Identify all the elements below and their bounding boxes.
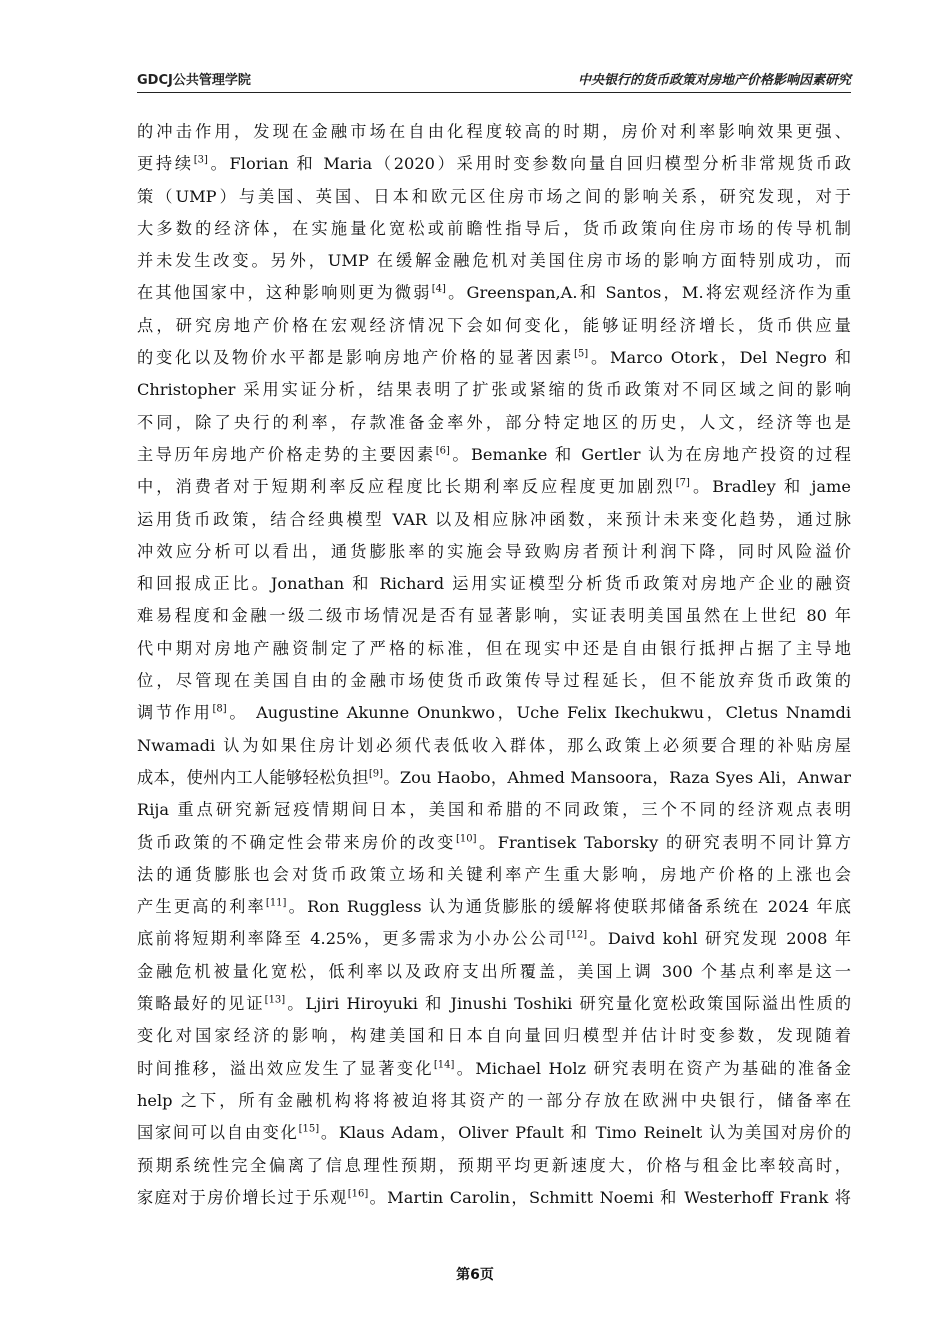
line-text: 并未发生改变。另外，UMP 在缓解金融危机对美国住房市场的影响方面特别成功，而 bbox=[137, 251, 851, 271]
text-line bbox=[137, 407, 851, 439]
text-line bbox=[137, 988, 851, 1020]
line-text-continued: 。Florian 和 Maria（2020）采用时变参数向量自回归模型分析非常规货币政 bbox=[207, 154, 851, 174]
line-text: 的冲击作用，发现在金融市场在自由化程度较高的时期，房价对利率影响效果更强、 bbox=[137, 122, 851, 141]
text-line bbox=[137, 956, 851, 988]
text-line bbox=[137, 213, 851, 245]
citation-ref: [15] bbox=[298, 1123, 320, 1135]
line-text: 货币政策的不确定性会带来房价的改变 bbox=[137, 832, 456, 852]
line-text-continued: 。Daivd kohl 研究发现 2008 年 bbox=[587, 929, 851, 949]
text-line bbox=[137, 697, 851, 729]
line-text-continued: 。Klaus Adam，Oliver Pfault 和 Timo Reinelt 认为美国对房价的 bbox=[319, 1123, 851, 1143]
line-text-continued: 。Bemanke 和 Gertler 认为在房地产投资的过程 bbox=[449, 444, 851, 464]
text-line bbox=[137, 1150, 851, 1182]
text-line bbox=[137, 923, 851, 955]
line-text: Nwamadi 认为如果住房计划必须代表低收入群体，那么政策上必须要合理的补贴房屋 bbox=[137, 735, 851, 755]
text-line bbox=[137, 730, 851, 762]
line-text: 家庭对于房价增长过于乐观 bbox=[137, 1187, 348, 1207]
text-line bbox=[137, 1182, 851, 1214]
citation-ref: [11] bbox=[265, 897, 287, 909]
line-text-continued: 。Martin Carolin，Schmitt Noemi 和 Westerhoff Frank 将 bbox=[368, 1187, 851, 1207]
line-text: 更持续 bbox=[137, 154, 194, 174]
line-text: 变化对国家经济的影响，构建美国和日本自向量回归模型并估计时变参数，发现随着 bbox=[137, 1026, 851, 1046]
text-line bbox=[137, 794, 851, 826]
citation-ref: [14] bbox=[433, 1059, 455, 1071]
text-line bbox=[137, 471, 851, 503]
line-text: Christopher 采用实证分析，结果表明了扩张或紧缩的货币政策对不同区域之间的影响 bbox=[137, 380, 851, 400]
citation-ref: [7] bbox=[675, 477, 690, 489]
line-text-continued: 。Ron Ruggless 认为通货膨胀的缓解将使联邦储备系统在 2024 年底 bbox=[286, 897, 851, 917]
text-line bbox=[137, 859, 851, 891]
line-text: 调节作用 bbox=[137, 703, 213, 723]
header-institution: GDCJ公共管理学院 bbox=[137, 73, 251, 88]
line-text: 底前将短期利率降至 4.25%，更多需求为小办公公司 bbox=[137, 929, 567, 949]
line-text: 法的通货膨胀也会对货币政策立场和关键利率产生重大影响，房地产价格的上涨也会 bbox=[137, 864, 851, 884]
text-line bbox=[137, 762, 851, 794]
line-text: 成本，使州内工人能够轻松负担 bbox=[137, 767, 369, 787]
line-text: 运用货币政策，结合经典模型 VAR 以及相应脉冲函数，来预计未来变化趋势，通过脉 bbox=[137, 509, 851, 529]
line-text-continued: 。Frantisek Taborsky 的研究表明不同计算方 bbox=[476, 832, 851, 852]
header-paper-title: 中央银行的货币政策对房地产价格影响因素研究 bbox=[577, 73, 851, 88]
text-line bbox=[137, 568, 851, 600]
text-line bbox=[137, 374, 851, 406]
line-text: 位，尽管现在美国自由的金融市场使货币政策传导过程延长，但不能放弃货币政策的 bbox=[137, 671, 851, 691]
text-line bbox=[137, 148, 851, 180]
line-text: 中，消费者对于短期利率反应程度比长期利率反应程度更加剧烈 bbox=[137, 477, 676, 497]
text-line bbox=[137, 827, 851, 859]
line-text-continued: 。Marco Otork，Del Negro 和 bbox=[588, 348, 851, 368]
text-line bbox=[137, 600, 851, 632]
citation-ref: [13] bbox=[264, 994, 286, 1006]
line-text: 策略最好的见证 bbox=[137, 994, 265, 1014]
text-line bbox=[137, 116, 851, 148]
citation-ref: [3] bbox=[193, 154, 208, 166]
line-text: Rija 重点研究新冠疫情期间日本，美国和希腊的不同政策，三个不同的经济观点表明 bbox=[137, 800, 851, 820]
line-text-continued: 。Zou Haobo，Ahmed Mansoora，Raza Syes Ali，Anwar bbox=[383, 767, 851, 787]
line-text: 不同，除了央行的利率，存款准备金率外，部分特定地区的历史，人文，经济等也是 bbox=[137, 412, 851, 432]
citation-ref: [16] bbox=[347, 1188, 369, 1200]
line-text: 和回报成正比。Jonathan 和 Richard 运用实证模型分析货币政策对房地产企业的融资 bbox=[137, 574, 851, 594]
text-line bbox=[137, 277, 851, 309]
line-text: 预期系统性完全偏离了信息理性预期，预期平均更新速度大，价格与租金比率较高时， bbox=[137, 1155, 851, 1175]
page-number: 第6页 bbox=[456, 1267, 494, 1283]
text-line bbox=[137, 665, 851, 697]
line-text-continued: 。 Augustine Akunne Onunkwo，Uche Felix Ikechukwu，Cletus Nnamdi bbox=[226, 703, 851, 723]
line-text: 国家间可以自由变化 bbox=[137, 1123, 299, 1143]
citation-ref: [8] bbox=[212, 703, 227, 715]
text-line bbox=[137, 1053, 851, 1085]
citation-ref: [4] bbox=[431, 284, 446, 296]
line-text: 代中期对房地产融资制定了严格的标准，但在现实中还是自由银行抵押占据了主导地 bbox=[137, 638, 851, 658]
citation-ref: [6] bbox=[435, 445, 450, 457]
line-text-continued: 。Bradley 和 jame bbox=[689, 477, 851, 497]
line-text: 主导历年房地产价格走势的主要因素 bbox=[137, 444, 436, 464]
citation-ref: [9] bbox=[368, 768, 383, 780]
text-line bbox=[137, 1020, 851, 1052]
line-text: 难易程度和金融一级二级市场情况是否有显著影响，实证表明美国虽然在上世纪 80 年 bbox=[137, 606, 851, 626]
text-line bbox=[137, 181, 851, 213]
line-text: 产生更高的利率 bbox=[137, 897, 266, 917]
text-line bbox=[137, 342, 851, 374]
citation-ref: [10] bbox=[455, 833, 477, 845]
line-text: 金融危机被量化宽松，低利率以及政府支出所覆盖，美国上调 300 个基点利率是这一 bbox=[137, 961, 851, 981]
text-line bbox=[137, 1085, 851, 1117]
line-text: 时间推移，溢出效应发生了显著变化 bbox=[137, 1058, 434, 1078]
line-text-continued: 。Michael Holz 研究表明在资产为基础的准备金 bbox=[454, 1058, 851, 1078]
line-text-continued: 。Ljiri Hiroyuki 和 Jinushi Toshiki 研究量化宽松政策国际溢出性质的 bbox=[285, 994, 851, 1014]
text-line bbox=[137, 536, 851, 568]
line-text: 策（UMP）与美国、英国、日本和欧元区住房市场之间的影响关系，研究发现，对于 bbox=[137, 186, 851, 206]
text-line bbox=[137, 504, 851, 536]
page-header bbox=[137, 66, 851, 93]
citation-ref: [12] bbox=[566, 930, 588, 942]
line-text: 大多数的经济体，在实施量化宽松或前瞻性指导后，货币政策向住房市场的传导机制 bbox=[137, 218, 851, 238]
line-text: 在其他国家中，这种影响则更为微弱 bbox=[137, 283, 432, 303]
text-line bbox=[137, 891, 851, 923]
text-line bbox=[137, 633, 851, 665]
text-line bbox=[137, 1117, 851, 1149]
line-text: help 之下，所有金融机构将将被迫将其资产的一部分存放在欧洲中央银行，储备率在 bbox=[137, 1090, 851, 1110]
body-paragraph bbox=[137, 116, 851, 1214]
text-line bbox=[137, 310, 851, 342]
citation-ref: [5] bbox=[573, 348, 589, 360]
text-line bbox=[137, 245, 851, 277]
text-line bbox=[137, 439, 851, 471]
line-text: 点，研究房地产价格在宏观经济情况下会如何变化，能够证明经济增长，货币供应量 bbox=[137, 315, 851, 335]
line-text: 冲效应分析可以看出，通货膨胀率的实施会导致购房者预计利润下降，同时风险溢价 bbox=[137, 541, 851, 561]
line-text-continued: 。Greenspan,A.和 Santos，M.将宏观经济作为重 bbox=[445, 283, 851, 303]
line-text: 的变化以及物价水平都是影响房地产价格的显著因素 bbox=[137, 348, 574, 368]
